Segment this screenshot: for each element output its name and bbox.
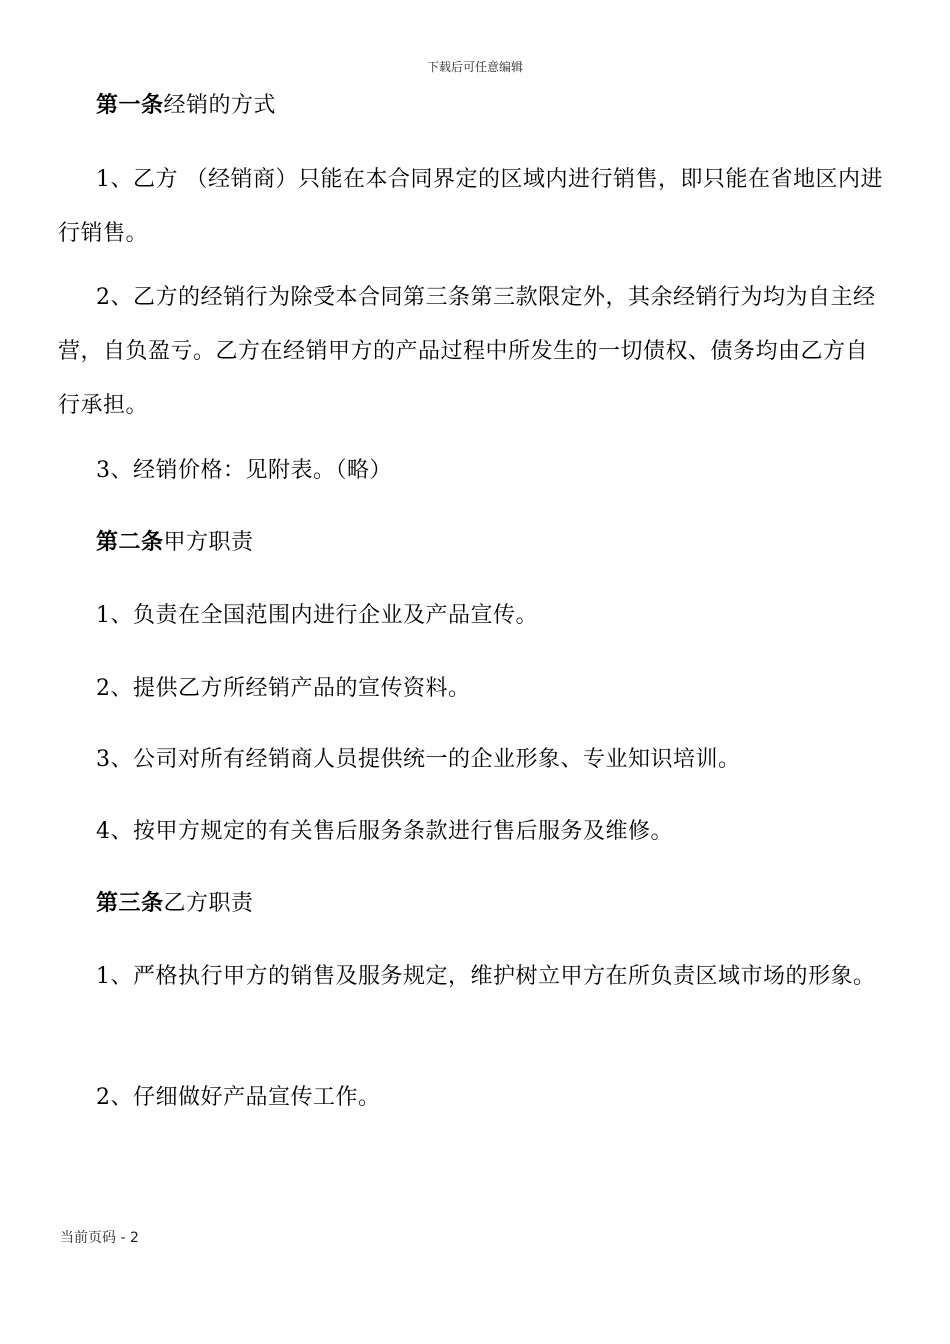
section-1-item-3: 3、经销价格：见附表。（略） xyxy=(96,458,392,483)
section-2-number: 第二条 xyxy=(96,530,164,555)
section-3-heading xyxy=(58,877,888,931)
section-2-title: 甲方职责 xyxy=(163,530,254,555)
section-2-heading xyxy=(58,516,888,570)
section-1-item-2: 2、乙方的经销行为除受本合同第三条第三款限定外，其余经销行为均为自主经营，自负盈亏。乙方在经销甲方的产品过程中所发生的一切债权、债务均由乙方自行承担。 xyxy=(58,285,876,418)
section-1-number: 第一条 xyxy=(96,93,164,118)
section-3-title: 乙方职责 xyxy=(163,891,254,916)
section-1-title: 经销的方式 xyxy=(163,93,277,118)
section-1-heading xyxy=(58,79,888,133)
section-2-item-4: 4、按甲方规定的有关售后服务条款进行售后服务及维修。 xyxy=(96,819,673,844)
section-3-item-2: 2、仔细做好产品宣传工作。 xyxy=(96,1085,381,1110)
page-footer: 当前页码 - 2 xyxy=(60,1230,139,1246)
section-2-item-1: 1、负责在全国范围内进行企业及产品宣传。 xyxy=(96,603,538,628)
section-2-item-2: 2、提供乙方所经销产品的宣传资料。 xyxy=(96,676,471,701)
section-1-item-1: 1、乙方 （经销商）只能在本合同界定的区域内进行销售，即只能在省地区内进行销售。 xyxy=(58,167,883,246)
section-2-item-3: 3、公司对所有经销商人员提供统一的企业形象、专业知识培训。 xyxy=(96,747,741,772)
section-3-number: 第三条 xyxy=(96,891,164,916)
section-3-item-1: 1、严格执行甲方的销售及服务规定，维护树立甲方在所负责区域市场的形象。 xyxy=(96,964,876,989)
page-header: 下载后可任意编辑 xyxy=(426,60,523,74)
